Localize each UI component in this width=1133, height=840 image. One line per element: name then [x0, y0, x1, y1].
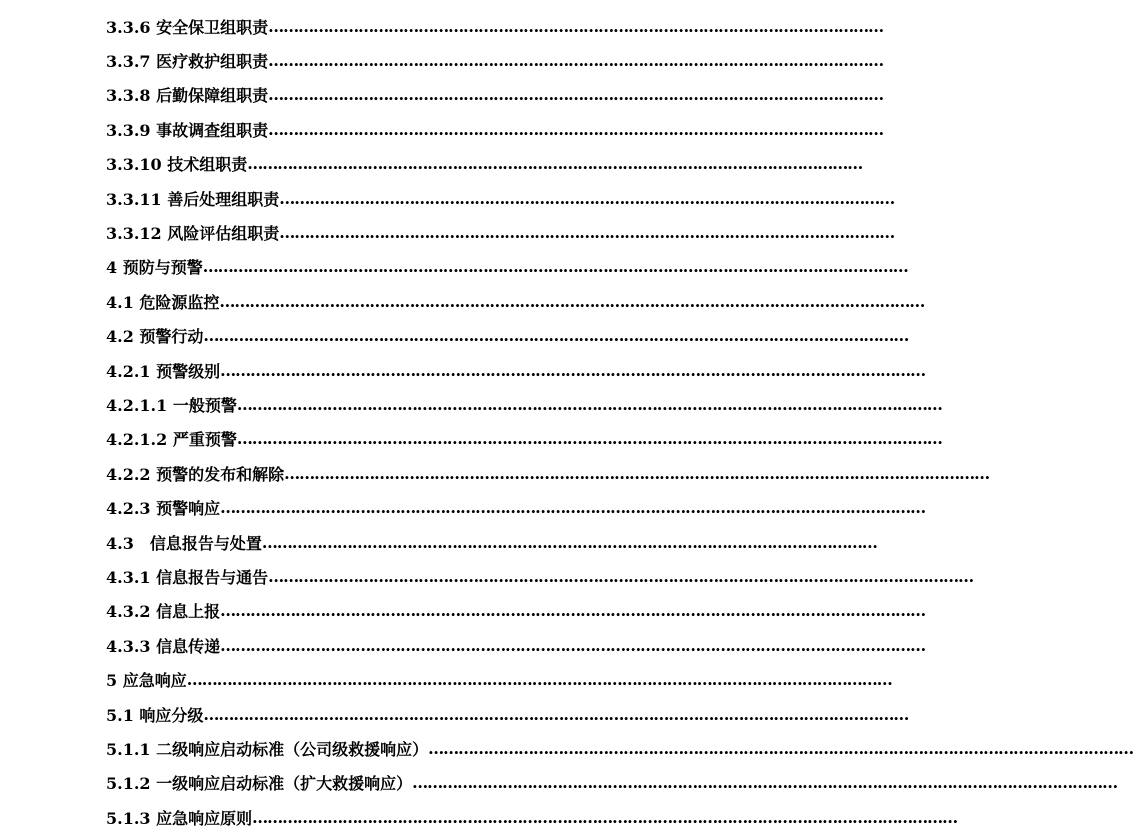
- toc-entry-label: 3.3.9 事故调查组职责: [106, 120, 269, 140]
- toc-entry-4-2-1[interactable]: [106, 353, 926, 387]
- toc-entry-4-3[interactable]: [106, 525, 877, 559]
- toc-leader-dots: ……………………………………………………………………………………………………………………………: [186, 670, 892, 690]
- toc-entry-3-3-8[interactable]: [106, 78, 884, 112]
- toc-entry-label: 4 预防与预警: [106, 258, 203, 278]
- toc-entry-label: 4.2.3 预警响应: [106, 499, 221, 519]
- toc-entry-4[interactable]: [106, 250, 908, 284]
- toc-entry-label: 5.1.1 二级响应启动标准（公司级救援响应）: [106, 739, 429, 759]
- toc-leader-dots: ……………………………………………………………………………………………………………: [268, 119, 884, 139]
- toc-entry-label: 4.2.1 预警级别: [106, 361, 221, 381]
- toc-entry-label: 4.2.1.1 一般预警: [106, 395, 237, 415]
- toc-entry-label: 3.3.12 风险评估组职责: [106, 224, 280, 244]
- toc-entry-5-1-2[interactable]: [106, 766, 1118, 800]
- toc-entry-4-2-2[interactable]: [106, 456, 990, 490]
- toc-entry-4-3-3[interactable]: [106, 628, 926, 662]
- toc-entry-label: 3.3.6 安全保卫组职责: [106, 17, 269, 37]
- toc-leader-dots: ……………………………………………………………………………………………………………………………: [428, 738, 1133, 758]
- toc-entry-3-3-12[interactable]: [106, 215, 895, 249]
- toc-entry-label: 4.2.1.2 严重预警: [106, 430, 237, 450]
- toc-leader-dots: ……………………………………………………………………………………………………………………………: [220, 498, 926, 518]
- toc-leader-dots: ……………………………………………………………………………………………………………………………: [220, 635, 926, 655]
- toc-entry-3-3-7[interactable]: [106, 43, 884, 77]
- toc-leader-dots: ……………………………………………………………………………………………………………………………: [220, 360, 926, 380]
- toc-leader-dots: ……………………………………………………………………………………………………………: [268, 51, 884, 71]
- toc-leader-dots: ……………………………………………………………………………………………………………: [247, 154, 863, 174]
- toc-entry-3-3-10[interactable]: [106, 147, 863, 181]
- toc-leader-dots: ……………………………………………………………………………………………………………………………: [219, 291, 925, 311]
- toc-entry-label: 5 应急响应: [106, 671, 187, 691]
- toc-leader-dots: ……………………………………………………………………………………………………………………………: [236, 429, 942, 449]
- toc-entry-4-2-1-1[interactable]: [106, 387, 942, 421]
- toc-leader-dots: ……………………………………………………………………………………………………………………………: [412, 773, 1118, 793]
- toc-entry-4-2-1-2[interactable]: [106, 422, 942, 456]
- toc-entry-3-3-11[interactable]: [106, 181, 895, 215]
- table-of-contents: [106, 9, 1133, 834]
- toc-leader-dots: ……………………………………………………………………………………………………………………………: [236, 394, 942, 414]
- toc-entry-label: 4.2.2 预警的发布和解除: [106, 464, 285, 484]
- toc-entry-4-2[interactable]: [106, 319, 909, 353]
- toc-entry-label: 4.2 预警行动: [106, 327, 204, 347]
- toc-entry-4-3-2[interactable]: [106, 594, 926, 628]
- toc-leader-dots: ……………………………………………………………………………………………………………………………: [284, 463, 990, 483]
- toc-leader-dots: ……………………………………………………………………………………………………………………………: [252, 807, 958, 827]
- toc-leader-dots: ……………………………………………………………………………………………………………………………: [203, 704, 909, 724]
- toc-entry-label: 5.1 响应分级: [106, 705, 204, 725]
- toc-entry-label: 5.1.2 一级响应启动标准（扩大救援响应）: [106, 774, 413, 794]
- toc-entry-label: 4.1 危险源监控: [106, 292, 220, 312]
- toc-entry-label: 5.1.3 应急响应原则: [106, 808, 253, 828]
- toc-leader-dots: ……………………………………………………………………………………………………………: [279, 188, 895, 208]
- toc-entry-label: 4.3.2 信息上报: [106, 602, 221, 622]
- toc-entry-3-3-9[interactable]: [106, 112, 884, 146]
- toc-leader-dots: ……………………………………………………………………………………………………………………………: [202, 257, 908, 277]
- toc-entry-label: 4.3.3 信息传递: [106, 636, 221, 656]
- toc-leader-dots: ……………………………………………………………………………………………………………: [279, 223, 895, 243]
- toc-entry-5-1-1[interactable]: [106, 731, 1133, 765]
- toc-entry-label: 3.3.10 技术组职责: [106, 155, 248, 175]
- toc-entry-label: 4.3.1 信息报告与通告: [106, 567, 269, 587]
- toc-entry-5[interactable]: [106, 662, 892, 696]
- toc-entry-label: 3.3.8 后勤保障组职责: [106, 86, 269, 106]
- toc-entry-label: 4.3 信息报告与处置: [106, 533, 262, 553]
- toc-leader-dots: ……………………………………………………………………………………………………………………………: [268, 566, 974, 586]
- toc-leader-dots: ……………………………………………………………………………………………………………………………: [203, 326, 909, 346]
- toc-entry-5-1-3[interactable]: [106, 800, 958, 834]
- toc-leader-dots: ……………………………………………………………………………………………………………: [261, 532, 877, 552]
- toc-entry-5-1[interactable]: [106, 697, 909, 731]
- toc-leader-dots: ……………………………………………………………………………………………………………………………: [220, 601, 926, 621]
- toc-entry-4-1[interactable]: [106, 284, 925, 318]
- toc-leader-dots: ……………………………………………………………………………………………………………: [268, 16, 884, 36]
- toc-entry-4-2-3[interactable]: [106, 490, 926, 524]
- toc-entry-label: 3.3.11 善后处理组职责: [106, 189, 280, 209]
- toc-leader-dots: ……………………………………………………………………………………………………………: [268, 85, 884, 105]
- toc-entry-4-3-1[interactable]: [106, 559, 974, 593]
- toc-entry-label: 3.3.7 医疗救护组职责: [106, 52, 269, 72]
- toc-entry-3-3-6[interactable]: [106, 9, 884, 43]
